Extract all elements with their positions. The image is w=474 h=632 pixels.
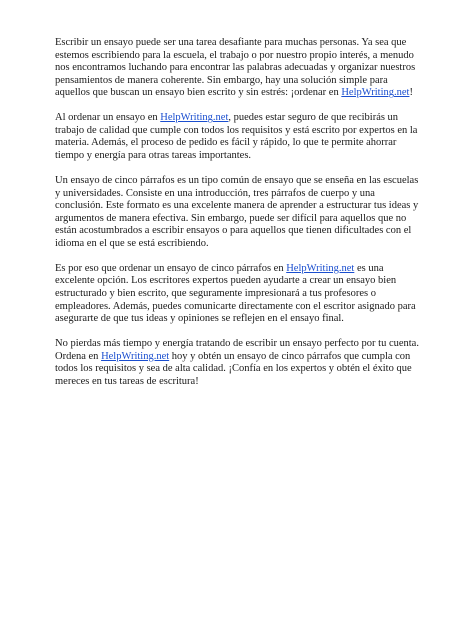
paragraph-text: , puedes estar seguro de que recibirás un trabajo de calidad que cumple con todos los requisitos y está escrito por expertos en la materia. Además, el proceso de pedido es fácil y rápido, lo que te permite ahorrar tiempo y energía para otras tareas importantes. [55, 112, 418, 162]
paragraph-text: No pierdas más tiempo y energía tratando de escribir un ensayo perfecto por tu cuenta. Ordena en [55, 338, 419, 362]
paragraph-text: Un ensayo de cinco párrafos es un tipo común de ensayo que se enseña en las escuelas y universidades. Consiste en una introducción, tres párrafos de cuerpo y una conclusión. Este formato es una excelente manera de aprender a estructurar tus ideas y argumentos de manera efectiva. Sin embargo, puede ser difícil para aquellos que no están acostumbrados a escribir ensayos o para aquellos que tienen dificultades con el idioma en el que se está escribiendo. [55, 174, 419, 249]
paragraph-five-paragraph-essay [55, 175, 425, 251]
paragraph-text: hoy y obtén un ensayo de cinco párrafos que cumpla con todos los requisitos y sea de alta calidad. ¡Confía en los expertos y obtén el éxito que mereces en tus tareas de escritura! [55, 350, 412, 387]
paragraph-text: Es por eso que ordenar un ensayo de cinco párrafos en [55, 262, 287, 274]
paragraph-call-to-action [55, 338, 425, 388]
helpwriting-link[interactable]: HelpWriting.net [286, 262, 355, 274]
paragraph-text: ! [409, 87, 413, 99]
paragraph-ordering [55, 112, 425, 162]
paragraph-intro [55, 37, 425, 100]
paragraph-text: es una excelente opción. Los escritores expertos pueden ayudarte a crear un ensayo bien estructurado y bien escrito, que seguramente impresionará a tus profesores o empleadores. Además, puedes comunicarte directamente con el escritor asignado para asegurarte de que tus ideas y opiniones se reflejen en el ensayo final. [55, 262, 416, 325]
paragraph-text: Al ordenar un ensayo en [55, 112, 161, 124]
helpwriting-link[interactable]: HelpWriting.net [101, 350, 170, 362]
paragraph-why-order [55, 263, 425, 326]
document-body [55, 37, 425, 401]
helpwriting-link[interactable]: HelpWriting.net [160, 112, 229, 124]
paragraph-text: Escribir un ensayo puede ser una tarea desafiante para muchas personas. Ya sea que estemos escribiendo para la escuela, el trabajo o por nuestro propio interés, a menudo nos encontramos luchando para encontrar las palabras adecuadas y organizar nuestros pensamientos de manera coherente. Sin embargo, hay una solución simple para aquellos que buscan un ensayo bien escrito y sin estrés: ¡ordenar en [55, 37, 416, 99]
helpwriting-link[interactable]: HelpWriting.net [341, 87, 410, 99]
